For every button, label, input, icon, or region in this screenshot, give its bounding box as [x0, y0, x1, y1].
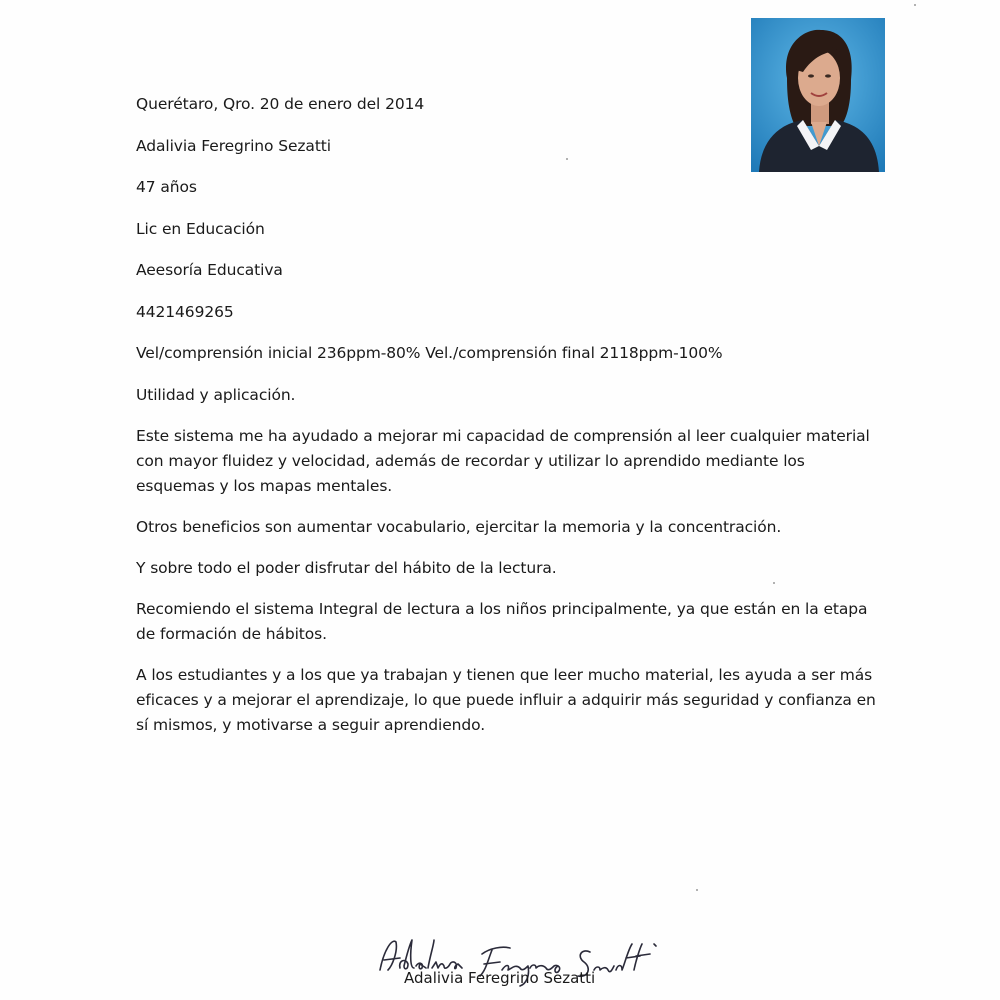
author-name: Adalivia Feregrino Sezatti [136, 136, 331, 155]
scan-speck [773, 582, 775, 584]
scan-speck [696, 889, 698, 891]
scan-speck [914, 4, 916, 6]
reading-speed: Vel/comprensión inicial 236ppm-80% Vel./comprensión final 2118ppm-100% [136, 344, 723, 362]
paragraph: Recomiendo el sistema Integral de lectura a los niños principalmente, ya que están en la etapa de formación de hábitos. [136, 600, 868, 643]
paragraph: Otros beneficios son aumentar vocabulario, ejercitar la memoria y la concentración. [136, 518, 782, 536]
author-age: 47 años [136, 178, 197, 196]
author-occupation: Aeesoría Educativa [136, 261, 283, 279]
section-heading: Utilidad y aplicación. [136, 385, 296, 404]
paragraph: Este sistema me ha ayudado a mejorar mi capacidad de comprensión al leer cualquier material con mayor fluidez y velocidad, además de recordar y utilizar lo aprendido mediante los esquemas y los mapas mentales. [136, 427, 870, 495]
scan-speck [566, 158, 568, 160]
paragraph: A los estudiantes y a los que ya trabajan y tienen que leer mucho material, les ayuda a ser más eficaces y a mejorar el aprendizaje, lo que puede influir a adquirir más seguridad y confianza en sí mismos, y motivarse a seguir aprendiendo. [136, 666, 876, 734]
handwritten-signature [370, 930, 670, 998]
letter-body [136, 92, 876, 754]
paragraph: Y sobre todo el poder disfrutar del hábito de la lectura. [136, 559, 557, 577]
author-phone: 4421469265 [136, 302, 234, 321]
place-date: Querétaro, Qro. 20 de enero del 2014 [136, 95, 425, 113]
author-degree: Lic en Educación [136, 219, 265, 238]
signature-name: Adalivia Feregrino Sezatti [404, 969, 596, 987]
